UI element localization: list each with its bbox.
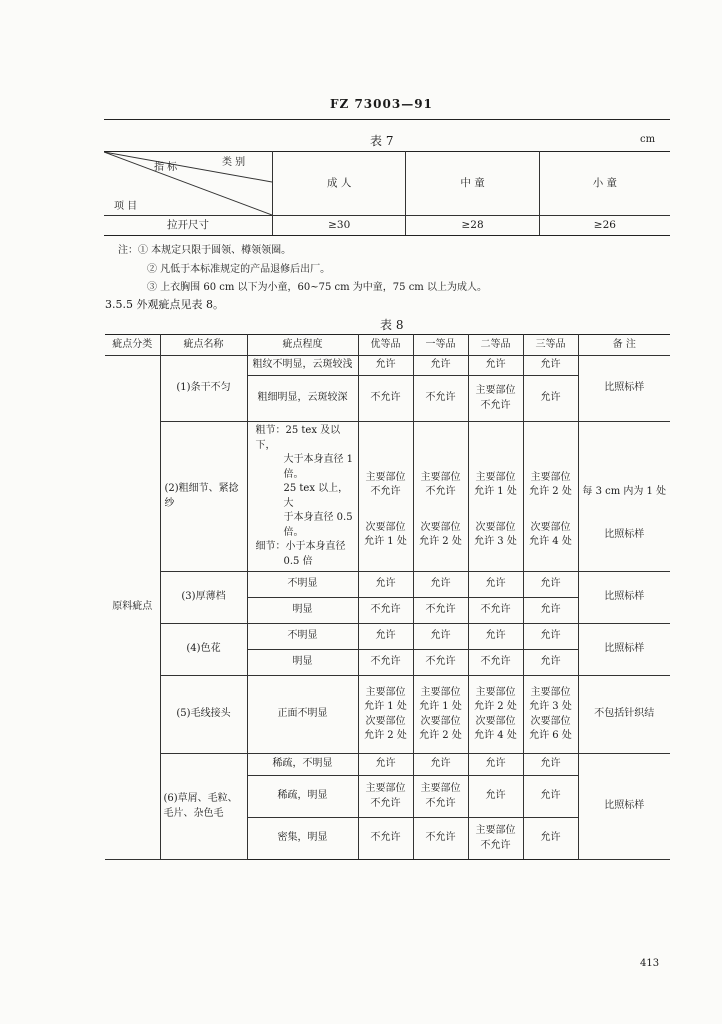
g5-superior-line: 主要部位 [365,686,406,698]
th-category: 疵点分类 [105,335,160,356]
g4-r2-superior: 不允许 [358,650,413,676]
g2-main-third-text: 主要部位允许 2 处 [529,471,572,497]
g1-r1-second: 允许 [468,356,523,376]
g1-r1-degree: 粗纹不明显，云斑较浅 [247,356,358,376]
g1-remark: 比照标样 [578,356,670,422]
g3-r1-first: 允许 [413,572,468,598]
g6-r3-superior: 不允许 [358,818,413,860]
g2-degree [247,422,358,572]
g5-second-line: 允许 4 处 [474,730,517,741]
g5-superior [358,676,413,754]
g1-name: (1)条干不匀 [160,356,247,422]
g2-sec-superior-text: 次要部位允许 1 处 [364,521,407,548]
g1-r2-second [468,376,523,422]
th-remark: 备 注 [578,335,670,356]
g3-r2-third: 允许 [523,598,578,624]
g4-r2-first: 不允许 [413,650,468,676]
g2-remark-2: 比照标样 [578,500,670,572]
g3-r2-degree: 明显 [247,598,358,624]
g4-r1-superior: 允许 [358,624,413,650]
g4-r1-second: 允许 [468,624,523,650]
g5-second [468,676,523,754]
g6-remark: 比照标样 [578,754,670,860]
diag-indicator: 指 标 [154,162,178,173]
g6-r3-degree: 密集，明显 [247,818,358,860]
g2-sec-first-text: 次要部位允许 2 处 [419,521,462,548]
g2-main-second-text: 主要部位允许 1 处 [474,471,517,497]
table7-diagonal-header [104,152,273,216]
g5-third-line: 主要部位 [530,686,571,698]
g5-superior-line: 次要部位 [365,715,406,727]
g2-degree-line: 大于本身直径 1 [283,454,354,465]
g5-superior-line: 允许 2 处 [364,730,407,741]
g1-r2-second-text: 主要部位不允许 [475,385,516,411]
g5-first-line: 允许 2 处 [419,730,462,741]
g2-sec-superior [358,500,413,572]
g2-main-first-text: 主要部位不允许 [420,471,461,497]
th-defect-name: 疵点名称 [160,335,247,356]
g3-r1-superior: 允许 [358,572,413,598]
note-3: ③ 上衣胸围 60 cm 以下为小童，60~75 cm 为中童，75 cm 以上为成人。 [147,282,487,293]
diag-item: 项 目 [114,201,138,212]
table7-unit: cm [640,134,656,145]
table7-col-small-child: 小 童 [539,152,670,216]
g1-r2-third: 允许 [523,376,578,422]
g6-r1-third: 允许 [523,754,578,776]
th-grade-second: 二等品 [468,335,523,356]
g2-name-text: (2)粗细节、紧捻纱 [164,483,239,509]
table7 [104,151,670,236]
g6-name [160,754,247,860]
g5-third-line: 次要部位 [530,715,571,727]
g5-third-line: 允许 3 处 [529,701,572,712]
g6-r3-first: 不允许 [413,818,468,860]
g5-third-line: 允许 6 处 [529,730,572,741]
table7-value-adult: ≥30 [273,216,406,236]
g4-r1-first: 允许 [413,624,468,650]
g1-r1-superior: 允许 [358,356,413,376]
table7-col-middle-child: 中 童 [406,152,539,216]
g6-r1-first: 允许 [413,754,468,776]
g6-r3-second-text: 主要部位不允许 [475,825,516,851]
g2-sec-third-text: 次要部位允许 4 处 [529,521,572,548]
g1-r2-first: 不允许 [413,376,468,422]
g5-second-line: 允许 2 处 [474,701,517,712]
g2-sec-second [468,500,523,572]
table7-col-adult: 成 人 [273,152,406,216]
g6-r1-second: 允许 [468,754,523,776]
table7-notes [118,242,487,298]
g2-main-second [468,422,523,500]
g2-remark-1: 每 3 cm 内为 1 处 [578,422,670,500]
g1-r1-third: 允许 [523,356,578,376]
th-grade-superior: 优等品 [358,335,413,356]
g1-r1-first: 允许 [413,356,468,376]
g5-third [523,676,578,754]
g6-r2-first-text: 主要部位不允许 [420,783,461,809]
g3-r1-third: 允许 [523,572,578,598]
g4-remark: 比照标样 [578,624,670,676]
table8 [105,334,670,860]
g2-degree-line: 25 tex 以上，大 [283,483,349,509]
g5-superior-line: 允许 1 处 [364,701,407,712]
g1-r2-degree: 粗细明显，云斑较深 [247,376,358,422]
g2-degree-line: 细节：小于本身直径 [255,541,346,552]
g2-degree-line: 倍。 [283,526,304,538]
table7-value-middle: ≥28 [406,216,539,236]
th-degree: 疵点程度 [247,335,358,356]
g3-r1-degree: 不明显 [247,572,358,598]
g2-main-superior-text: 主要部位不允许 [365,471,406,497]
g2-degree-line: 粗节：25 tex 及以下， [255,425,341,451]
g4-name: (4)色花 [160,624,247,676]
g2-main-first [413,422,468,500]
g3-r2-first: 不允许 [413,598,468,624]
g6-r2-degree: 稀疏，明显 [247,776,358,818]
note-1: 注：① 本规定只限于圆领、樽领领圈。 [118,245,292,256]
g2-degree-line: 0.5 倍 [283,555,313,567]
g2-name [160,422,247,572]
g1-r2-superior: 不允许 [358,376,413,422]
g2-main-third [523,422,578,500]
g3-remark: 比照标样 [578,572,670,624]
g3-name: (3)厚薄档 [160,572,247,624]
g6-r2-first [413,776,468,818]
g6-r2-superior [358,776,413,818]
section-3-5-5: 3.5.5 外观疵点见表 8。 [105,298,224,311]
g6-r1-degree: 稀疏，不明显 [247,754,358,776]
g2-sec-second-text: 次要部位允许 3 处 [474,521,517,548]
document-header: FZ 73003—91 [330,97,433,111]
g5-first-line: 允许 1 处 [419,701,462,712]
g3-r2-second: 不允许 [468,598,523,624]
note-2: ② 凡低于本标准规定的产品退修后出厂。 [147,263,331,275]
g5-second-line: 主要部位 [475,686,516,698]
g5-remark: 不包括针织结 [578,676,670,754]
g2-degree-line: 倍。 [283,468,304,480]
g6-r2-third: 允许 [523,776,578,818]
g5-name: (5)毛线接头 [160,676,247,754]
g4-r2-second: 不允许 [468,650,523,676]
g2-main-superior [358,422,413,500]
g6-r2-second: 允许 [468,776,523,818]
g4-r2-degree: 明显 [247,650,358,676]
g2-sec-third [523,500,578,572]
diag-category: 类 别 [222,157,246,168]
g6-r2-superior-text: 主要部位不允许 [365,783,406,809]
g5-second-line: 次要部位 [475,715,516,727]
g2-degree-line: 于本身直径 0.5 [283,512,353,523]
table7-row-label: 拉开尺寸 [104,216,273,236]
g3-r2-superior: 不允许 [358,598,413,624]
g6-r1-superior: 允许 [358,754,413,776]
g6-r3-second [468,818,523,860]
category-cell: 原料疵点 [105,356,160,860]
g2-sec-first [413,500,468,572]
g4-r2-third: 允许 [523,650,578,676]
header-rule [104,119,670,120]
g5-first-line: 主要部位 [420,686,461,698]
g6-name-text: (6)草屑、毛粒、毛片、杂色毛 [163,793,238,819]
g6-r3-third: 允许 [523,818,578,860]
g4-r1-third: 允许 [523,624,578,650]
th-grade-first: 一等品 [413,335,468,356]
g5-first-line: 次要部位 [420,715,461,727]
g5-first [413,676,468,754]
g3-r1-second: 允许 [468,572,523,598]
table8-title: 表 8 [380,318,404,332]
g4-r1-degree: 不明显 [247,624,358,650]
g5-degree: 正面不明显 [247,676,358,754]
table7-value-small: ≥26 [539,216,670,236]
th-grade-third: 三等品 [523,335,578,356]
page-number: 413 [640,958,660,969]
table7-title: 表 7 [370,134,394,148]
